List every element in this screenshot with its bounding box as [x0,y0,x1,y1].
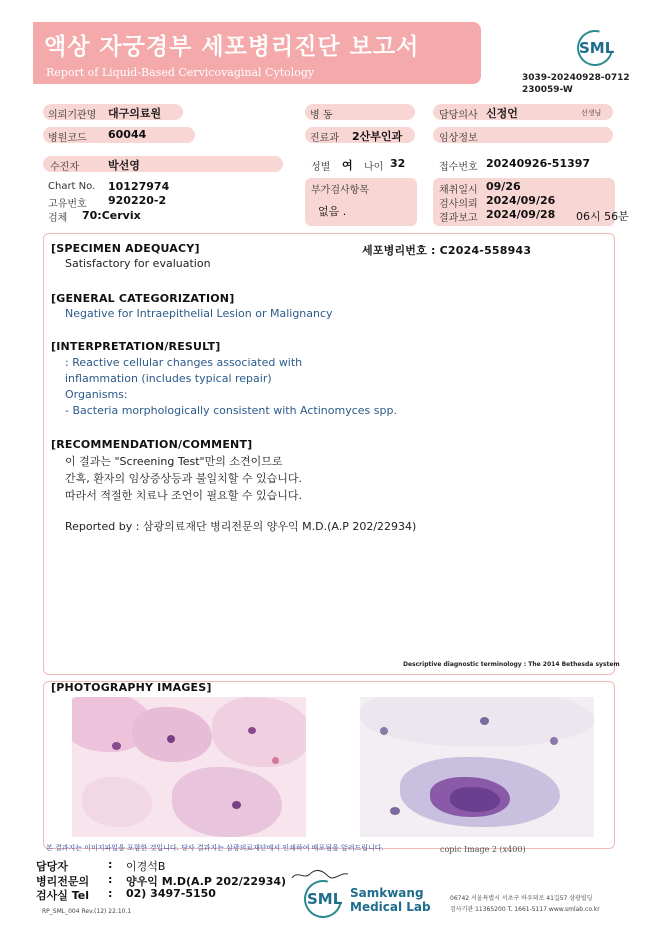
id-value: 920220-2 [108,194,167,207]
specimen-value: 70:Cervix [82,209,141,222]
hospital-code-label: 병원코드 [48,133,87,144]
adequacy-text: Satisfactory for evaluation [65,257,211,270]
form-code: RP_SML_004 Rev.(12) 22.10.1 [42,908,132,915]
technician-colon: : [108,858,113,871]
pathologist-value: 양우익 M.D(A.P 202/22934) [126,875,287,888]
request-value: 2024/09/26 [486,194,556,207]
chart-value: 10127974 [108,180,170,193]
recommendation-line3: 따라서 적절한 치료나 조언이 필요할 수 있습니다. [65,489,302,502]
photography-heading: [PHOTOGRAPHY IMAGES] [51,681,212,694]
result-time: 06시 56분 [576,210,629,223]
collect-value: 09/26 [486,180,521,193]
technician-value: 이경석B [126,860,166,873]
reported-by: Reported by : 삼광의료재단 병리전문의 양우익 M.D.(A.P 202/22934) [65,520,417,533]
doctor-suffix: 선생님 [581,109,602,117]
image-2-caption: copic Image 2 (x400) [440,845,526,854]
recommendation-line2: 간혹, 환자의 임상증상등과 불일치할 수 있습니다. [65,472,302,485]
extra-label: 부가검사항목 [311,185,369,196]
clinical-label: 임상정보 [439,133,478,144]
pathologist-label: 병리전문의 [36,875,90,888]
brand-line2: Medical Lab [350,900,431,914]
lab-tel-colon: : [108,887,113,900]
specimen-label: 검체 [48,213,68,224]
result-label: 결과보고 [439,213,478,224]
sml-logo [577,30,613,66]
chart-label: Chart No. [48,181,96,192]
report-number-line1: 3039-20240928-0712 [522,73,630,83]
brand-name [350,886,431,914]
logo-text: SML [579,39,615,57]
general-text: Negative for Intraepithelial Lesion or Malignancy [65,307,333,320]
interpretation-line4: - Bacteria morphologically consistent with Actinomyces spp. [65,404,397,417]
id-label: 고유번호 [48,199,87,210]
age-value: 32 [390,157,406,170]
recommendation-heading: [RECOMMENDATION/COMMENT] [51,438,253,451]
dept-label: 진료과 [310,133,339,144]
cytology-image-1 [72,697,306,837]
cytology-number: 세포병리번호 : C2024-558943 [362,244,532,257]
lab-tel-label: 검사실 Tel [36,889,89,902]
report-number [522,72,630,96]
institution-label: 의뢰기관명 [48,110,97,121]
dept-value: 2산부인과 [352,130,403,143]
bethesda-footnote: Descriptive diagnostic terminology : The 2014 Bethesda system [403,661,620,668]
patient-value: 박선영 [108,159,140,172]
age-label: 나이 [364,162,384,173]
ward-label: 병 동 [310,110,333,121]
report-number-line2: 230059-W [522,85,573,95]
brand-line1: Samkwang [350,886,424,900]
collect-label: 채취일시 [439,185,478,196]
report-subtitle: Report of Liquid-Based Cervicovaginal Cytology [46,66,315,79]
request-label: 검사의뢰 [439,199,478,210]
interpretation-line1: : Reactive cellular changes associated with [65,356,303,369]
recommendation-line1: 이 결과는 "Screening Test"만의 소견이므로 [65,455,283,468]
receipt-label: 접수번호 [439,162,478,173]
footer-logo [304,880,342,918]
hospital-code-value: 60044 [108,128,147,141]
general-heading: [GENERAL CATEGORIZATION] [51,292,235,305]
pathologist-colon: : [108,873,113,886]
footer-logo-text: SML [307,890,343,908]
receipt-value: 20240926-51397 [486,157,591,170]
sex-value: 여 [342,159,353,172]
report-title: 액상 자궁경부 세포병리진단 보고서 [44,34,420,60]
interpretation-heading: [INTERPRETATION/RESULT] [51,340,221,353]
doctor-value: 신정언 [486,107,518,120]
institution-value: 대구의료원 [108,107,162,120]
interpretation-line2: inflammation (includes typical repair) [65,372,272,385]
patient-pill [43,156,283,172]
result-value: 2024/09/28 [486,208,556,221]
technician-label: 담당자 [36,860,68,873]
lab-tel-value: 02) 3497-5150 [126,887,216,900]
address-line2: 검사기관 11365200 T. 1661-5117 www.smlab.co.kr [450,906,600,913]
footer-address [450,893,600,915]
patient-label: 수진자 [50,162,79,173]
cytology-image-2 [360,697,594,837]
extra-value: 없음 . [318,205,347,218]
adequacy-heading: [SPECIMEN ADEQUACY] [51,242,200,255]
sex-label: 성별 [311,162,331,173]
interpretation-line3: Organisms: [65,388,128,401]
image-disclaimer: 본 결과지는 이미지파일을 포함한 것입니다. 당사 결과지는 삼광의료재단에서 인쇄하여 배포됨을 알려드립니다. [46,844,384,852]
doctor-label: 담당의사 [439,110,478,121]
address-line1: 06742 서울특별시 서초구 바우뫼로 41길57 삼광빌딩 [450,895,593,902]
